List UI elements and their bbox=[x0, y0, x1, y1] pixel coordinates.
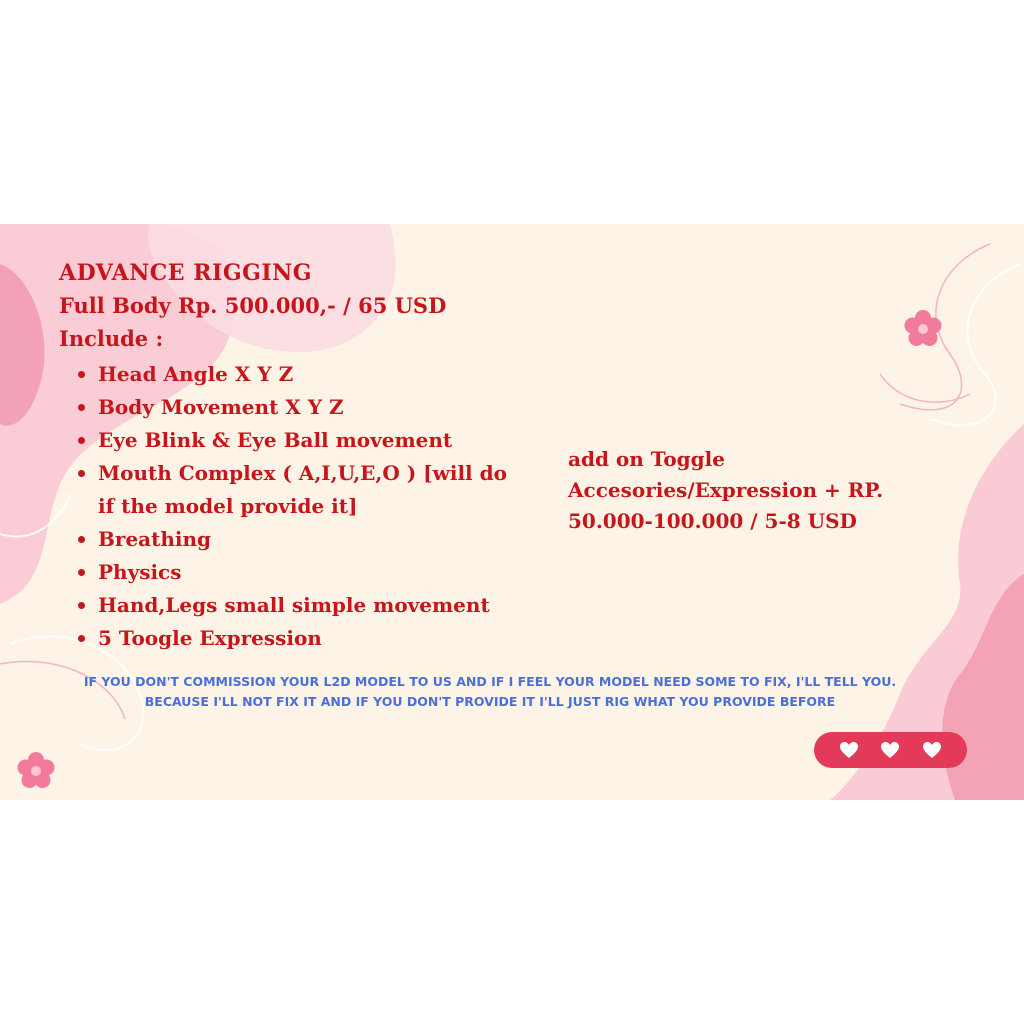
addon-line: add on Toggle bbox=[568, 447, 725, 471]
feature-item: 5 Toogle Expression bbox=[78, 622, 528, 655]
package-price: Full Body Rp. 500.000,- / 65 USD bbox=[59, 293, 447, 318]
pricing-banner bbox=[0, 224, 1024, 800]
heart-icon bbox=[839, 741, 859, 759]
addon-line: 50.000-100.000 / 5-8 USD bbox=[568, 509, 857, 533]
heart-icon bbox=[922, 741, 942, 759]
feature-item: Hand,Legs small simple movement bbox=[78, 589, 528, 622]
note-line: IF YOU DON'T COMMISSION YOUR L2D MODEL TO US AND IF I FEEL YOUR MODEL NEED SOME TO FIX, I'LL TELL YOU. bbox=[83, 674, 897, 689]
flower-icon bbox=[15, 750, 57, 792]
feature-item: Head Angle X Y Z bbox=[78, 358, 528, 391]
feature-item: Breathing bbox=[78, 523, 528, 556]
right-outline-curve-3 bbox=[880, 374, 970, 402]
feature-item: Body Movement X Y Z bbox=[78, 391, 528, 424]
package-title: ADVANCE RIGGING bbox=[59, 260, 313, 286]
feature-item: Physics bbox=[78, 556, 528, 589]
feature-item: Eye Blink & Eye Ball movement bbox=[78, 424, 528, 457]
addon-info bbox=[568, 444, 948, 537]
disclaimer-note bbox=[40, 672, 940, 712]
feature-item: Mouth Complex ( A,I,U,E,O ) [will do if the model provide it] bbox=[78, 457, 528, 523]
feature-list bbox=[78, 358, 528, 655]
flower-icon bbox=[902, 308, 944, 350]
note-line: BECAUSE I'LL NOT FIX IT AND IF YOU DON'T PROVIDE IT I'LL JUST RIG WHAT YOU PROVIDE BEFORE bbox=[144, 694, 836, 709]
addon-line: Accesories/Expression + RP. bbox=[568, 478, 884, 502]
include-label: Include : bbox=[59, 326, 164, 351]
heart-icon bbox=[880, 741, 900, 759]
hearts-pill bbox=[814, 732, 967, 768]
